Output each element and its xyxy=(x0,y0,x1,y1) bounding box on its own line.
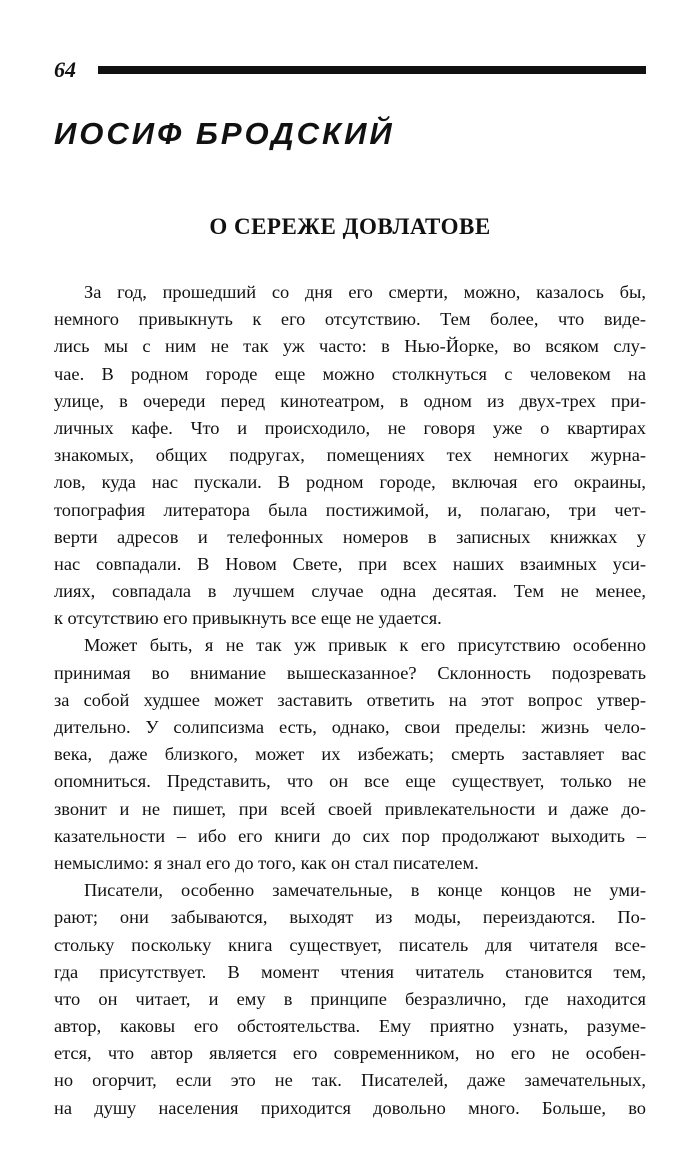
text-line: лиях, совпадала в лучшем случае одна десятая. Тем не менее, xyxy=(54,581,646,602)
text-line: но огорчит, если это не так. Писателей, даже замечательных, xyxy=(54,1070,646,1091)
text-line: к отсутствию его привыкнуть все еще не удается. xyxy=(54,608,442,629)
text-line: за собой худшее может заставить ответить на этот вопрос утвер- xyxy=(54,689,646,710)
text-line: чае. В родном городе еще можно столкнуться с человеком на xyxy=(54,363,646,384)
text-line: топография литератора была постижимой, и, полагаю, три чет- xyxy=(54,499,646,520)
text-line: немыслимо: я знал его до того, как он стал писателем. xyxy=(54,852,479,873)
essay-body xyxy=(54,279,646,1122)
text-line: на душу населения приходится довольно много. Больше, во xyxy=(54,1097,646,1118)
page-number: 64 xyxy=(54,57,76,82)
text-line: За год, прошедший со дня его смерти, можно, казалось бы, xyxy=(84,282,646,302)
text-line: улице, в очереди перед кинотеатром, в одном из двух-трех при- xyxy=(54,390,646,411)
text-line: немного привыкнуть к его отсутствию. Тем более, что виде- xyxy=(54,309,646,330)
text-line: Писатели, особенно замечательные, в конце концов не уми- xyxy=(84,880,646,901)
text-line: века, даже близкого, может их избежать; смерть заставляет вас xyxy=(54,744,646,765)
text-line: лись мы с ним не так уж часто: в Нью-Йорке, во всяком слу- xyxy=(54,336,646,357)
text-line: казательности – ибо его книги до сих пор продолжают выходить – xyxy=(54,825,646,846)
text-line: гда присутствует. В момент чтения читатель становится тем, xyxy=(54,961,646,982)
text-line: что он читает, и ему в принципе безразлично, где находится xyxy=(54,988,646,1009)
essay-title: О СЕРЕЖЕ ДОВЛАТОВЕ xyxy=(209,214,491,239)
text-line: лов, куда нас пускали. В родном городе, включая его окраины, xyxy=(54,472,646,493)
text-line: опомниться. Представить, что он все еще существует, только не xyxy=(54,771,646,792)
author-heading: ИОСИФ БРОДСКИЙ xyxy=(54,116,395,151)
text-line: звонит и не пишет, при всей своей привлекательности и даже до- xyxy=(54,798,646,819)
text-line: рают; они забываются, выходят из моды, переиздаются. По- xyxy=(54,907,646,928)
text-line: знакомых, общих подругах, помещениях тех немногих журна- xyxy=(54,445,646,466)
text-line: личных кафе. Что и происходило, не говоря уже о квартирах xyxy=(54,417,646,438)
paragraph xyxy=(54,279,646,632)
text-line: принимая во внимание вышесказанное? Склонность подозревать xyxy=(54,662,646,683)
text-line: нас совпадали. В Новом Свете, при всех наших взаимных уси- xyxy=(54,553,646,574)
text-line: верти адресов и телефонных номеров в записных книжках у xyxy=(54,526,646,547)
paragraph xyxy=(54,877,646,1122)
text-line: стольку поскольку книга существует, писатель для читателя все- xyxy=(54,934,646,955)
text-line: ется, что автор является его современником, но его не особен- xyxy=(54,1043,646,1064)
text-line: дительно. У солипсизма есть, однако, свои пределы: жизнь чело- xyxy=(54,717,646,737)
text-line: Может быть, я не так уж привык к его присутствию особенно xyxy=(84,635,646,656)
page-header xyxy=(54,56,646,84)
header-rule xyxy=(98,66,646,74)
paragraph xyxy=(54,632,646,877)
text-line: автор, каковы его обстоятельства. Ему приятно узнать, разуме- xyxy=(54,1016,646,1037)
